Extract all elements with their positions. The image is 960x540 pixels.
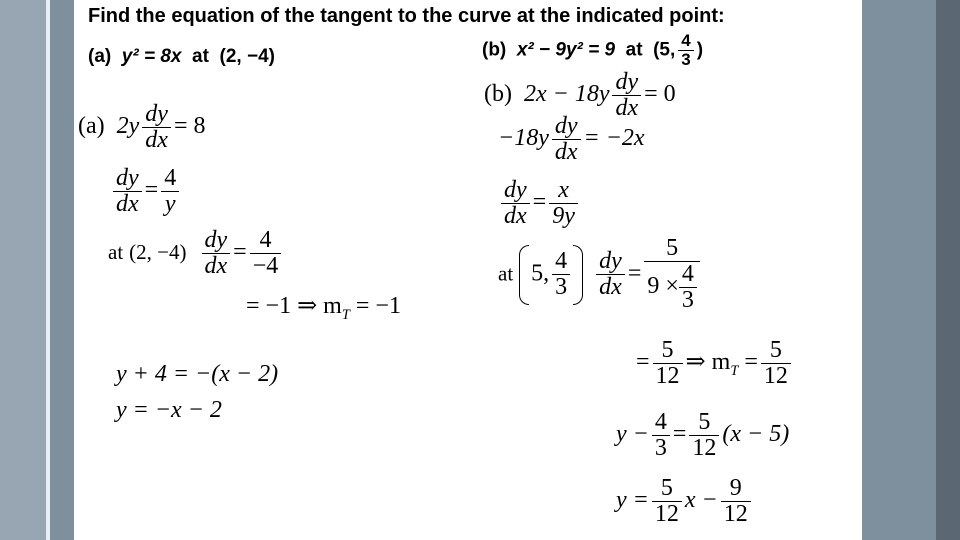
part-a-step1: (a) 2y $\frac{dy}{dx}$ = 8 (78, 101, 206, 154)
right-border-outer (936, 0, 960, 540)
part-b-step6: y − $\frac{4}{3}$ = $\frac{5}{12}$ (x − 5) (616, 409, 790, 462)
right-border-band (862, 0, 936, 540)
derivative-fraction: $\frac{dy}{dx}$ (501, 178, 530, 229)
derivative-fraction: $\frac{dy}{dx}$ (113, 166, 142, 217)
part-a-line-equation-1: y + 4 = −(x − 2) (116, 361, 279, 387)
part-b-step4: at 5, $\frac{4}{3}$ $\frac{dy}{dx}$ = 5 9 × $\frac{4}{3}$ (498, 236, 703, 314)
part-b-step1: (b) 2x − 18y $\frac{dy}{dx}$ = 0 (484, 69, 676, 122)
derivative-fraction: $\frac{dy}{dx}$ (612, 70, 641, 121)
part-b-step7: y = $\frac{5}{12}$ x − $\frac{9}{12}$ (616, 476, 754, 527)
part-b-heading-at: at (625, 39, 643, 61)
derivative-fraction: $\frac{dy}{dx}$ (552, 114, 581, 165)
part-b-label: (b) (484, 81, 512, 108)
problem-title: Find the equation of the tangent to the curve at the indicated point: (88, 5, 725, 27)
part-a-label: (a) (78, 113, 105, 140)
part-b-heading-curve: x² − 9y² = 9 (516, 39, 616, 61)
part-a-heading-point: (2, −4) (219, 46, 275, 67)
part-a-heading-curve: y² = 8x (121, 46, 182, 67)
derivative-fraction: $\frac{dy}{dx}$ (596, 249, 625, 300)
part-a-step3: at (2, −4) $\frac{dy}{dx}$ = $\frac{4}{-4}$ (108, 228, 284, 279)
part-a-line-equation-2: y = −x − 2 (116, 397, 222, 423)
worksheet (74, 0, 862, 540)
part-a-heading-label: (a) (88, 46, 112, 67)
derivative-fraction: $\frac{dy}{dx}$ (202, 228, 231, 279)
part-b-heading-label: (b) (482, 39, 507, 61)
part-b-heading-point-close: ) (696, 39, 704, 61)
part-a-heading-at: at (192, 46, 209, 67)
left-border-inner (50, 0, 74, 540)
part-a-step2: $\frac{dy}{dx}$ = $\frac{4}{y}$ (110, 166, 182, 217)
part-b-step5: = $\frac{5}{12}$ ⇒ $m_T$ = $\frac{5}{12}$ (636, 338, 794, 389)
part-b-step2: −18y $\frac{dy}{dx}$ = −2x (498, 113, 645, 166)
part-a-step4: = −1 ⇒ $m_T = -1$ (246, 293, 401, 323)
derivative-fraction: $\frac{dy}{dx}$ (142, 102, 171, 153)
part-b-heading-point-y: $\frac{4}{3}$ (678, 32, 693, 69)
part-b-heading-point-x: (5, (653, 39, 676, 61)
left-border-band (0, 0, 46, 540)
part-a-heading (88, 47, 275, 66)
part-b-heading (482, 32, 703, 69)
part-b-step3: $\frac{dy}{dx}$ = $\frac{x}{9y}$ (498, 178, 581, 229)
